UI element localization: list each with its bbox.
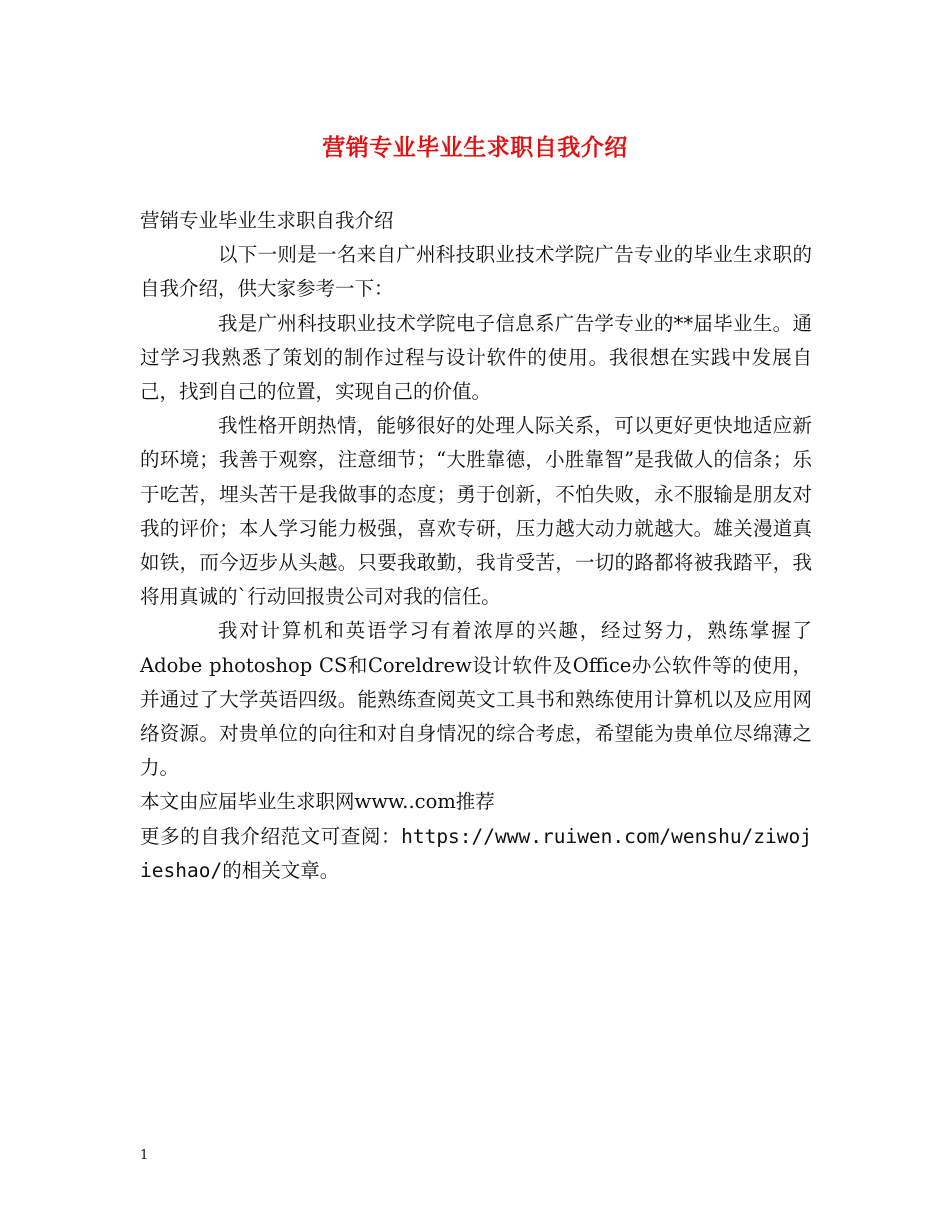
recommend-line: 本文由应届毕业生求职网www..com推荐 xyxy=(140,790,495,814)
paragraph-personality: 我性格开朗热情，能够很好的处理人际关系，可以更好更快地适应新的环境；我善于观察，注意细节；“大胜靠德，小胜靠智”是我做人的信条；乐于吃苦，埋头苦干是我做事的态度；勇于创新，不怕失败，永不服输是朋友对我的评价；本人学习能力极强，喜欢专研，压力越大动力就越大。雄关漫道真如铁，而今迈步从头越。只要我敢勤，我肯受苦，一切的路都将被我踏平，我将用真诚的`行动回报贵公司对我的信任。 xyxy=(140,414,812,609)
paragraph-background: 我是广州科技职业技术学院电子信息系广告学专业的**届毕业生。通过学习我熟悉了策划的制作过程与设计软件的使用。我很想在实践中发展自己，找到自己的位置，实现自己的价值。 xyxy=(140,311,812,404)
document-title: 营销专业毕业生求职自我介绍 xyxy=(322,135,628,161)
paragraph-skills: 我对计算机和英语学习有着浓厚的兴趣，经过努力，熟练掌握了Adobe photoshop CS和Coreldrew设计软件及Office办公软件等的使用，并通过了大学英语四级。能熟练查阅英文工具书和熟练使用计算机以及应用网络资源。对贵单位的向往和对自身情况的综合考虑，希望能为贵单位尽绵薄之力。 xyxy=(140,619,812,780)
page-number: 1 xyxy=(140,1148,149,1163)
paragraph-intro: 以下一则是一名来自广州科技职业技术学院广告专业的毕业生求职的自我介绍，供大家参考一下： xyxy=(140,243,812,301)
more-url-link[interactable]: https://www.ruiwen.com/wenshu/ziwojieshao/ xyxy=(140,824,812,882)
more-prefix: 更多的自我介绍范文可查阅： xyxy=(140,824,402,848)
document-body xyxy=(140,204,812,888)
more-suffix: 的相关文章。 xyxy=(222,858,340,882)
more-line xyxy=(140,820,812,888)
document-subtitle: 营销专业毕业生求职自我介绍 xyxy=(140,209,394,232)
